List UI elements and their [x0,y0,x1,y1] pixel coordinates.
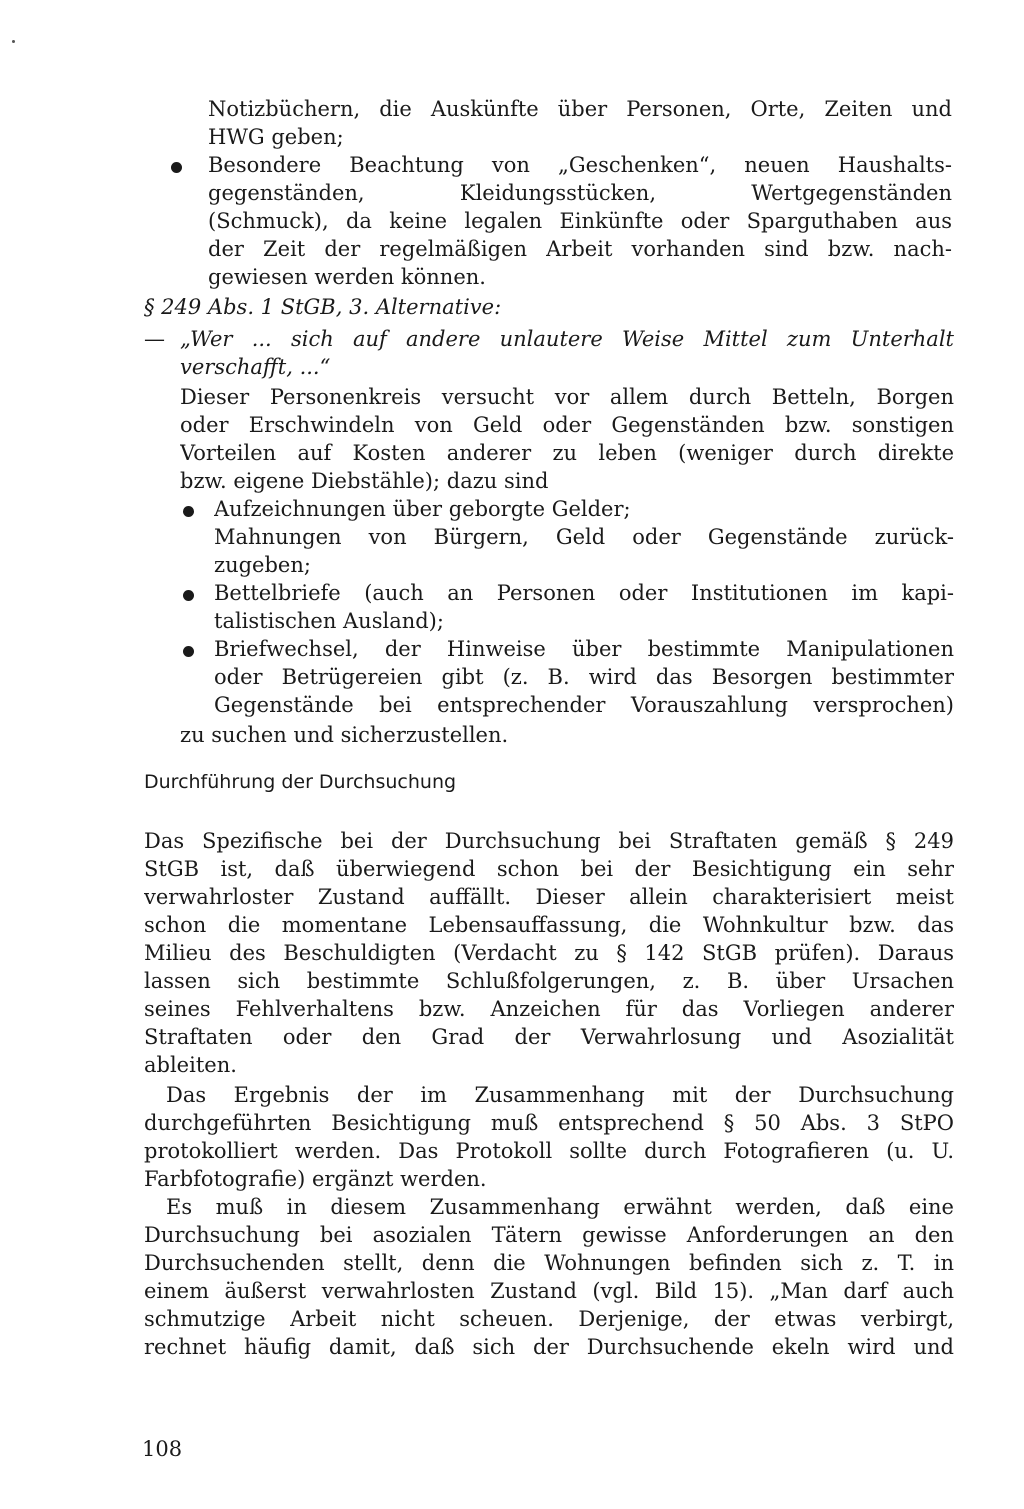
text-line: schon die momentane Lebensauffassung, die Wohnkultur bzw. das [144,913,954,937]
text-line: schmutzige Arbeit nicht scheuen. Derjenige, der etwas verbirgt, [144,1307,954,1331]
text-line: bzw. eigene Diebstähle); dazu sind [180,469,549,493]
text-line: Notizbüchern, die Auskünfte über Personen, Orte, Zeiten und [208,97,952,121]
text-line: Straftaten oder den Grad der Verwahrlosung und Asozialität [144,1025,954,1049]
text-line: rechnet häufig damit, daß sich der Durchsuchende ekeln wird und [144,1335,954,1359]
bullet-icon [183,646,194,657]
text-line: StGB ist, daß überwiegend schon bei der Besichtigung ein sehr [144,857,954,881]
text-line: Bettelbriefe (auch an Personen oder Institutionen im kapi- [214,581,954,605]
text-line: Aufzeichnungen über geborgte Gelder; [214,497,631,521]
text-line: lassen sich bestimmte Schlußfolgerungen, z. B. über Ursachen [144,969,954,993]
text-line: gewiesen werden können. [208,265,486,289]
bullet-icon [183,590,194,601]
dash-marker: — [144,327,165,351]
text-line: HWG geben; [208,125,344,149]
text-line: Dieser Personenkreis versucht vor allem durch Betteln, Borgen [180,385,954,409]
text-line: einem äußerst verwahrlosten Zustand (vgl. Bild 15). „Man darf auch [144,1279,954,1303]
section-reference: § 249 Abs. 1 StGB, 3. Alternative: [144,295,502,319]
text-line: Das Ergebnis der im Zusammenhang mit der Durchsuchung [166,1083,954,1107]
text-line: Durchsuchung bei asozialen Tätern gewisse Anforderungen an den [144,1223,954,1247]
text-line: Vorteilen auf Kosten anderer zu leben (weniger durch direkte [180,441,954,465]
text-line: Briefwechsel, der Hinweise über bestimmte Manipulationen [214,637,954,661]
text-line: protokolliert werden. Das Protokoll sollte durch Fotografieren (u. U. [144,1139,954,1163]
scan-speck [12,40,15,43]
text-line: Mahnungen von Bürgern, Geld oder Gegenstände zurück- [214,525,954,549]
bullet-icon [183,506,194,517]
text-line: der Zeit der regelmäßigen Arbeit vorhanden sind bzw. nach- [208,237,952,261]
text-line: gegenständen, Kleidungsstücken, Wertgegenständen [208,181,952,205]
quote-line: „Wer ... sich auf andere unlautere Weise Mittel zum Unterhalt [180,327,954,351]
text-line: ableiten. [144,1053,237,1077]
text-line: zu suchen und sicherzustellen. [180,723,509,747]
bullet-icon [171,162,182,173]
text-line: seines Fehlverhaltens bzw. Anzeichen für das Vorliegen anderer [144,997,954,1021]
text-line: Durchsuchenden stellt, denn die Wohnungen befinden sich z. T. in [144,1251,954,1275]
text-line: durchgeführten Besichtigung muß entsprechend § 50 Abs. 3 StPO [144,1111,954,1135]
text-line: oder Erschwindeln von Geld oder Gegenständen bzw. sonstigen [180,413,954,437]
text-line: Es muß in diesem Zusammenhang erwähnt werden, daß eine [166,1195,954,1219]
text-line: Farbfotografie) ergänzt werden. [144,1167,487,1191]
section-heading: Durchführung der Durchsuchung [144,771,457,793]
text-line: Besondere Beachtung von „Geschenken“, neuen Haushalts- [208,153,952,177]
text-line: verwahrloster Zustand auffällt. Dieser allein charakterisiert meist [144,885,954,909]
quote-line: verschafft, ...“ [180,355,331,379]
text-line: Milieu des Beschuldigten (Verdacht zu § 142 StGB prüfen). Daraus [144,941,954,965]
text-line: Gegenstände bei entsprechender Vorauszahlung versprochen) [214,693,954,717]
text-line: talistischen Ausland); [214,609,444,633]
text-line: Das Spezifische bei der Durchsuchung bei Straftaten gemäß § 249 [144,829,954,853]
text-line: (Schmuck), da keine legalen Einkünfte oder Sparguthaben aus [208,209,952,233]
text-line: zugeben; [214,553,311,577]
text-line: oder Betrügereien gibt (z. B. wird das Besorgen bestimmter [214,665,954,689]
page-number: 108 [142,1437,183,1461]
